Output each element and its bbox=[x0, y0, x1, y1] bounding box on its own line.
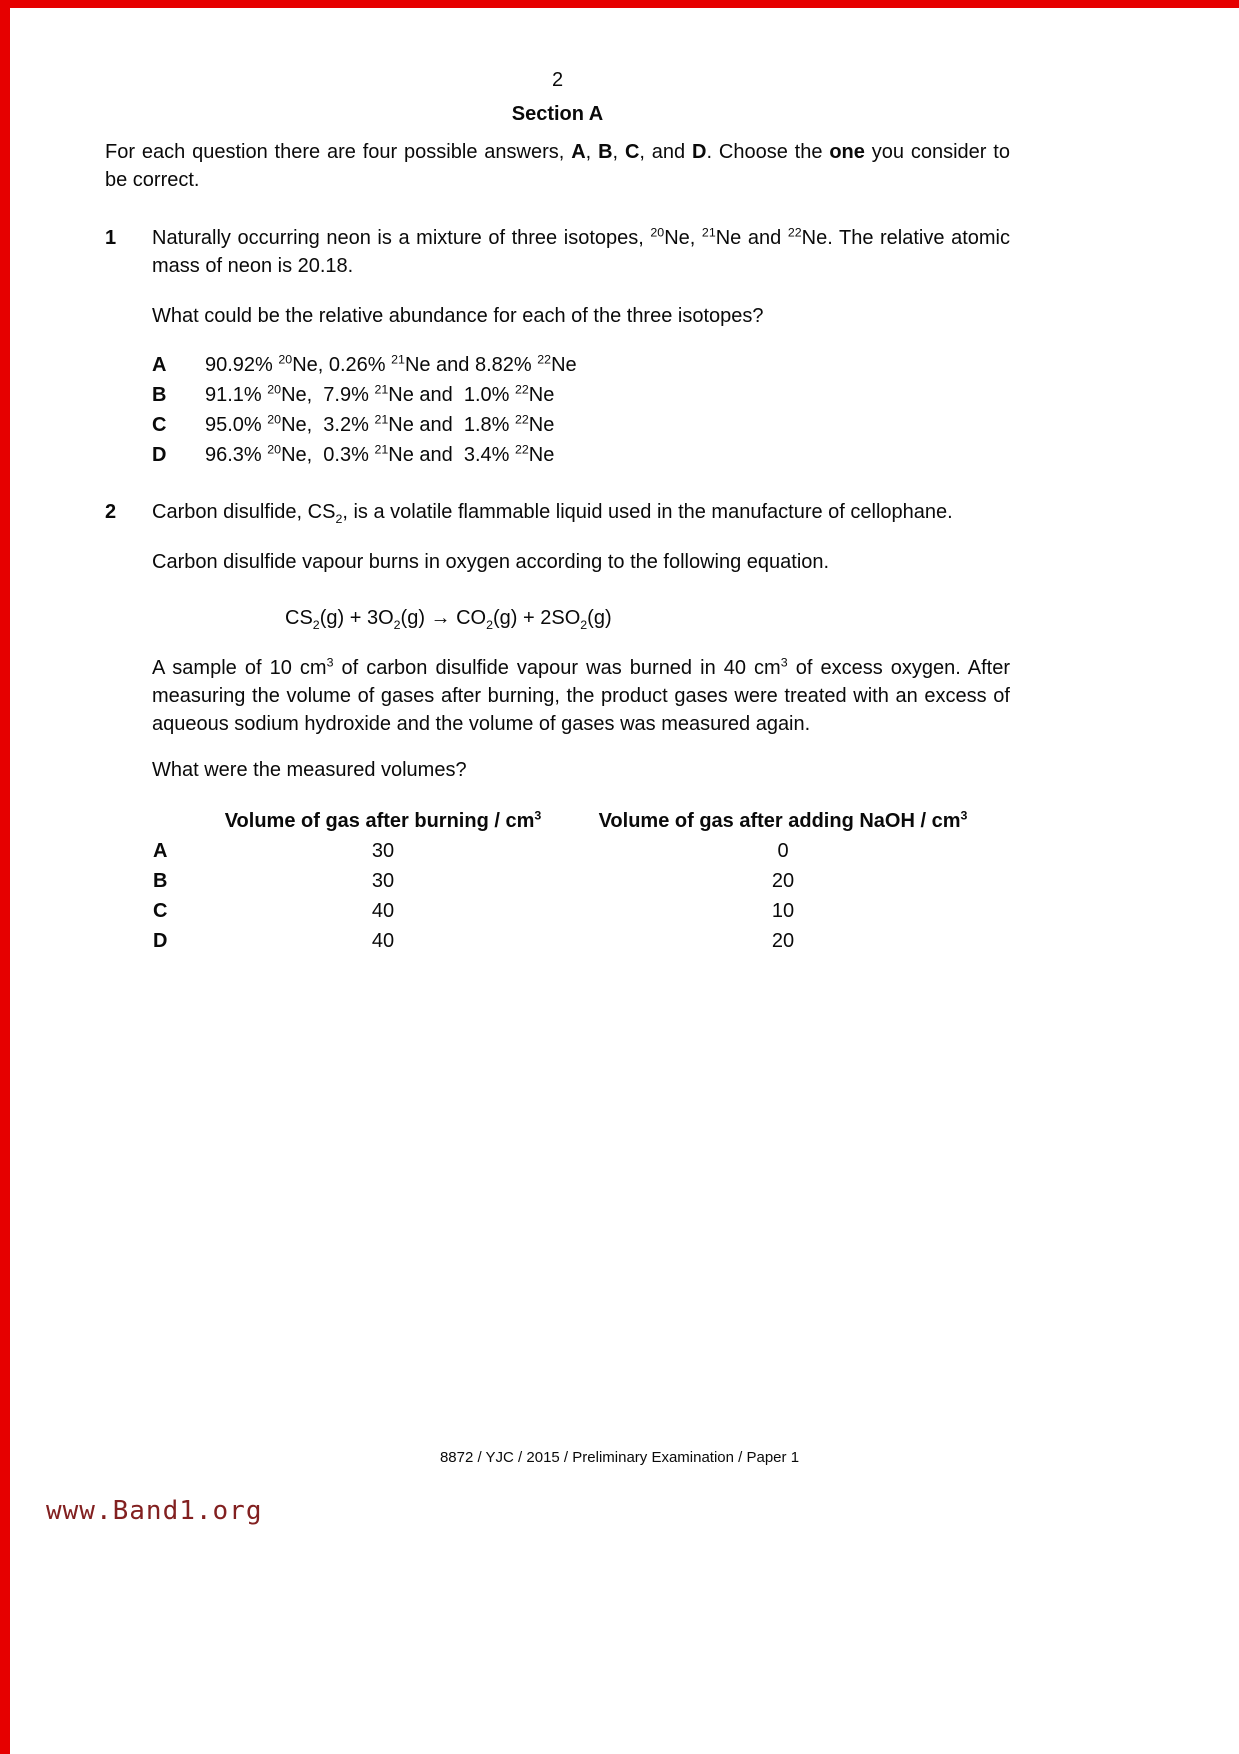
table-cell-naoh: 10 bbox=[771, 900, 795, 922]
option-text: 90.92% $^{20}$Ne, 0.26% $^{21}$Ne and 8.82% $^{22}$Ne bbox=[205, 352, 577, 376]
option-text: 91.1% $^{20}$Ne, 7.9% $^{21}$Ne and 1.0% $^{22}$Ne bbox=[205, 382, 555, 406]
table-row-a bbox=[105, 836, 1010, 866]
question-2-prompt: What were the measured volumes? bbox=[152, 759, 467, 781]
page-footer: 8872 / YJC / 2015 / Preliminary Examination / Paper 1 bbox=[439, 1449, 800, 1466]
question-1-prompt: What could be the relative abundance for each of the three isotopes? bbox=[152, 305, 764, 327]
page-number: 2 bbox=[551, 69, 564, 91]
option-label: C bbox=[152, 414, 167, 436]
option-row-d bbox=[152, 440, 1010, 470]
table-cell-naoh: 20 bbox=[771, 870, 795, 892]
table-cell-naoh: 20 bbox=[771, 930, 795, 952]
table-row-label: A bbox=[153, 840, 168, 862]
table-header-naoh: Volume of gas after adding NaOH / $cm^3$ bbox=[598, 808, 968, 832]
question-1-number: 1 bbox=[105, 227, 117, 249]
question-1 bbox=[105, 224, 1010, 280]
table-row-b bbox=[105, 866, 1010, 896]
scan-edge-top bbox=[0, 0, 1239, 8]
question-2 bbox=[105, 498, 1010, 526]
table-header-row bbox=[105, 806, 1010, 836]
section-title: Section A bbox=[511, 103, 604, 125]
option-text: 95.0% $^{20}$Ne, 3.2% $^{21}$Ne and 1.8% $^{22}$Ne bbox=[205, 412, 555, 436]
page-content bbox=[105, 66, 1010, 956]
option-label: A bbox=[152, 354, 167, 376]
question-1-text: Naturally occurring neon is a mixture of three isotopes, $^{20}$Ne, $^{21}$Ne and $^{22}$Ne. The relative atomic mass of neon is 20.18. bbox=[152, 225, 1010, 277]
option-row-b bbox=[152, 380, 1010, 410]
table-cell-burning: 30 bbox=[371, 840, 395, 862]
option-text: 96.3% $^{20}$Ne, 0.3% $^{21}$Ne and 3.4% $^{22}$Ne bbox=[205, 442, 555, 466]
question-2-para2: A sample of 10 $cm^3$ of carbon disulfide vapour was burned in 40 $cm^3$ of excess oxygen. After measuring the volume of gases after burning, the product gases were treated with an excess of aqueous sodium hydroxide and the volume of gases was measured again. bbox=[152, 655, 1011, 735]
option-row-c bbox=[152, 410, 1010, 440]
question-2-text: Carbon disulfide, $CS_2$, is a volatile flammable liquid used in the manufacture of cellophane. bbox=[152, 501, 953, 526]
question-2-para1: Carbon disulfide vapour burns in oxygen according to the following equation. bbox=[152, 551, 830, 573]
option-label: D bbox=[152, 444, 167, 466]
table-cell-burning: 30 bbox=[371, 870, 395, 892]
scan-edge-left bbox=[0, 0, 10, 1754]
option-label: B bbox=[152, 384, 167, 406]
table-row-c bbox=[105, 896, 1010, 926]
chemical-equation: $CS_2(g) + 3O_2(g) \to CO_2(g) + 2SO_2(g)$ bbox=[285, 607, 612, 632]
watermark: www.Band1.org bbox=[46, 1496, 263, 1526]
table-row-d bbox=[105, 926, 1010, 956]
table-header-spacer bbox=[153, 806, 183, 836]
table-cell-naoh: 0 bbox=[777, 840, 789, 862]
volumes-table bbox=[105, 806, 1010, 956]
question-2-number: 2 bbox=[105, 501, 117, 523]
table-row-label: B bbox=[153, 870, 168, 892]
table-cell-burning: 40 bbox=[371, 930, 395, 952]
question-1-options bbox=[152, 350, 1010, 470]
table-row-label: C bbox=[153, 900, 168, 922]
table-cell-burning: 40 bbox=[371, 900, 395, 922]
section-instructions: For each question there are four possible answers, A, B, C, and D. Choose the one you consider to be correct. bbox=[105, 141, 1010, 191]
option-row-a bbox=[152, 350, 1010, 380]
table-row-label: D bbox=[153, 930, 168, 952]
table-header-burning: Volume of gas after burning / $cm^3$ bbox=[224, 808, 542, 832]
